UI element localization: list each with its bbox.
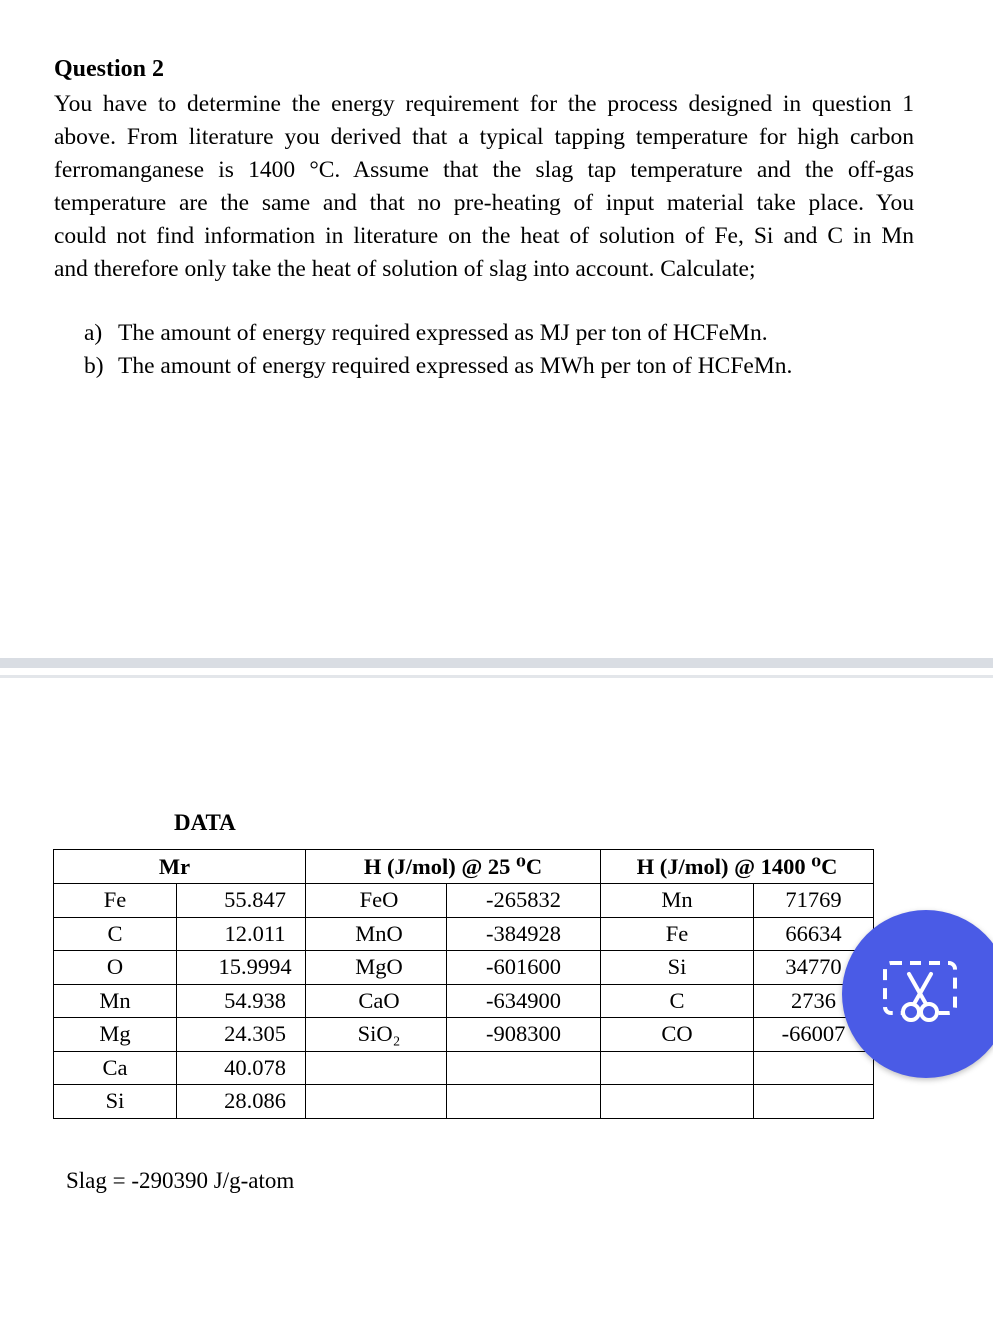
compound-25-cell: FeO (306, 884, 447, 918)
compound-1400-cell: C (601, 984, 754, 1018)
enthalpy-25-cell: -265832 (447, 884, 601, 918)
compound-25-cell: MnO (306, 917, 447, 951)
element-cell: O (54, 951, 177, 985)
table-row (54, 984, 874, 1018)
enthalpy-1400-cell (754, 1085, 874, 1119)
element-cell: Fe (54, 884, 177, 918)
enthalpy-25-cell (447, 1051, 601, 1085)
sub-question-a (84, 320, 768, 347)
enthalpy-1400-cell: 2736 (754, 984, 874, 1018)
element-cell: Si (54, 1085, 177, 1119)
sub-question-b (84, 353, 792, 380)
screenshot-scissors-icon (882, 960, 958, 1028)
enthalpy-1400-cell (754, 1051, 874, 1085)
mr-cell: 28.086 (177, 1085, 306, 1119)
question-text-line: You have to determine the energy requirement for the process designed in question 1 (54, 91, 914, 117)
question-text-line: could not find information in literature on the heat of solution of Fe, Si and C in Mn (54, 223, 914, 249)
question-text-line: temperature are the same and that no pre-heating of input material take place. You (54, 190, 914, 216)
compound-1400-cell (601, 1051, 754, 1085)
question-title: Question 2 (54, 56, 165, 82)
compound-1400-cell (601, 1085, 754, 1119)
enthalpy-25-cell: -634900 (447, 984, 601, 1018)
table-row (54, 917, 874, 951)
compound-1400-cell: Si (601, 951, 754, 985)
table-row (54, 951, 874, 985)
mr-cell: 15.9994 (177, 951, 306, 985)
element-cell: Ca (54, 1051, 177, 1085)
page-divider (0, 658, 993, 668)
data-heading: DATA (174, 810, 236, 835)
enthalpy-1400-cell: -66007 (754, 1018, 874, 1052)
mr-cell: 40.078 (177, 1051, 306, 1085)
sub-question-label: a) (84, 320, 103, 346)
element-cell: C (54, 917, 177, 951)
table-header-row (54, 850, 874, 884)
sub-question-text: The amount of energy required expressed as MWh per ton of HCFeMn. (118, 353, 793, 379)
question-text-line: ferromanganese is 1400 °C. Assume that the slag tap temperature and the off-gas (54, 157, 914, 183)
slag-value: Slag = -290390 J/g-atom (66, 1168, 295, 1193)
sub-question-label: b) (84, 353, 104, 379)
table-row (54, 1051, 874, 1085)
compound-25-cell (306, 1051, 447, 1085)
mr-cell: 54.938 (177, 984, 306, 1018)
element-cell: Mg (54, 1018, 177, 1052)
compound-1400-cell: Fe (601, 917, 754, 951)
page-divider (0, 675, 993, 678)
table-row (54, 884, 874, 918)
compound-1400-cell: CO (601, 1018, 754, 1052)
mr-cell: 55.847 (177, 884, 306, 918)
enthalpy-1400-cell: 71769 (754, 884, 874, 918)
question-text-line: above. From literature you derived that a typical tapping temperature for high carbon (54, 124, 914, 150)
compound-1400-cell: Mn (601, 884, 754, 918)
element-cell: Mn (54, 984, 177, 1018)
header-mr: Mr (54, 850, 306, 884)
enthalpy-25-cell: -601600 (447, 951, 601, 985)
enthalpy-25-cell (447, 1085, 601, 1119)
header-h25: H (J/mol) @ 25 ⁰C (306, 850, 601, 884)
data-table (53, 849, 874, 1119)
question-text-line: and therefore only take the heat of solution of slag into account. Calculate; (54, 256, 756, 282)
table-row (54, 1018, 874, 1052)
mr-cell: 24.305 (177, 1018, 306, 1052)
compound-25-cell (306, 1085, 447, 1119)
table-row (54, 1085, 874, 1119)
enthalpy-25-cell: -384928 (447, 917, 601, 951)
enthalpy-1400-cell: 34770 (754, 951, 874, 985)
sub-question-text: The amount of energy required expressed as MJ per ton of HCFeMn. (118, 320, 768, 346)
mr-cell: 12.011 (177, 917, 306, 951)
enthalpy-25-cell: -908300 (447, 1018, 601, 1052)
header-h1400: H (J/mol) @ 1400 ⁰C (601, 850, 874, 884)
compound-25-cell: MgO (306, 951, 447, 985)
compound-25-cell: SiO₂ (306, 1018, 447, 1052)
enthalpy-1400-cell: 66634 (754, 917, 874, 951)
compound-25-cell: CaO (306, 984, 447, 1018)
